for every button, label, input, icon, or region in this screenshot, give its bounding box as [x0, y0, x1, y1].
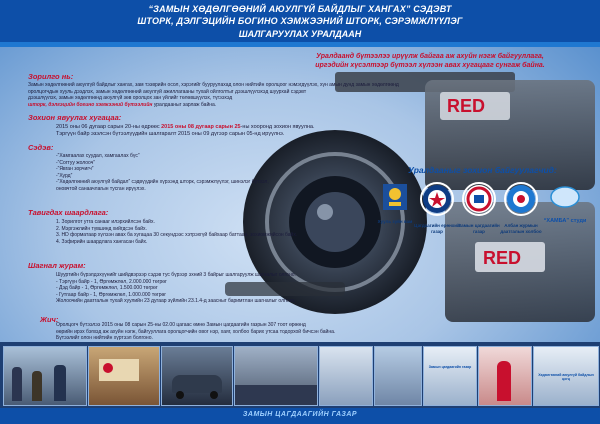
photo-caption-right: Хөдөлгөөний аюулгүй байдлын цогц [538, 373, 594, 381]
period-heading: Зохион явуулах хугацаа: [28, 113, 122, 122]
organizer-insurance [498, 182, 544, 234]
goal-heading: Зорилго нь: [28, 72, 74, 81]
prizes-body [56, 272, 436, 305]
motto [300, 52, 560, 70]
organizers-heading: Уралдааныг зохион байгуулагчид: [408, 165, 557, 175]
photo-crowd [234, 346, 318, 406]
note-body [56, 322, 556, 342]
insurance-icon [504, 182, 538, 216]
period-line-2: Тэргүүн байр эзэлсэн бүтээлүүдийн шалгаралт 2015 оны 09 дүгээр сарын 05-нд ирүүлнэ. [56, 130, 285, 137]
prizes-heading: Шагнал журам: [28, 261, 86, 270]
prize-item: - Дэд байр - 1, Өргөмжлөл, 1.500.000 төгрөг [56, 285, 158, 291]
organizer-ministry [372, 182, 418, 225]
photo-caption-left: Замын цагдаагийн газар [428, 365, 472, 369]
topics-list [56, 153, 356, 192]
note-line-3: Бүтээлийг олон нийтийн хүртээл болгоно. [56, 335, 153, 341]
period-body [56, 124, 476, 137]
period-post: -ны хооронд зохион явуулна. [240, 124, 315, 130]
organizer-name: “ХАМБА” студи [543, 218, 587, 224]
prizes-note: Жолоочийн даатгалын тухай хуулийн 23 дугаар зүйлийн 23.1.4-д заасныг баримтлан шагналыг олгоно. [56, 298, 296, 304]
goal-line-4: уралдааныг зарлаж байна. [153, 101, 217, 108]
police-emblem-icon [420, 182, 454, 216]
svg-text:RED: RED [447, 96, 486, 116]
topic-item: -“Хурд” [56, 172, 73, 179]
photo-station [374, 346, 422, 406]
studio-icon [550, 182, 580, 212]
goal-line-2: оролцогчдын хууль дээдлэх, замын хөдөлгөөний аюулгүй ажиллагааны тухай ойлголтыг дээшлүүлэхэд шуурхай сэдэвт [28, 88, 307, 95]
organizer-traffic-police [456, 182, 502, 234]
requirement-item: 3. HD форматаар хүлээн авах ба хугацаа 30 секундээс хэтрэхгүй байхаар баттаан, зохиомжийсон байх. [56, 232, 298, 238]
goal-body [28, 82, 578, 108]
prize-item: - Гутгаар байр - 1, Өргөмжлөл, 1.000.000 төгрөг [56, 291, 167, 298]
note-line-1: Оролцогч бүтээлээ 2015 оны 08 сарын 25-ны 02.00 цагаас өмнө Замын цагдаагийн газрын 307 тоот өрөөнд [56, 322, 306, 328]
photo-banner [423, 346, 477, 406]
photo-strip [0, 342, 600, 408]
requirements-list [56, 219, 396, 245]
traffic-police-icon [462, 182, 496, 216]
requirement-item: 1. Зорилгот утга санааг илэрхийлсэн байх. [56, 219, 155, 225]
svg-text:RED: RED [483, 248, 522, 268]
photo-brand [533, 346, 599, 406]
title-line-2: ШТОРК, ДЭЛГЭЦИЙН БОГИНО ХЭМЖЭЭНИЙ ШТОРК, СЭРЭМЖЛҮҮЛЭГ [137, 16, 463, 26]
photo-officers [3, 346, 87, 406]
topic-item: -“Хөдөлгөөний аюулгүй байдал” сэдвүүдийн хүрээнд шторк, сэрэмжлүүлэг, шинэлэг бүтээл, [56, 179, 269, 185]
motto-line-2: иргэдийн хүсэлтээр бүтээл хүлээн авах хугацааг сунгаж байна. [315, 62, 545, 69]
motto-line-1: Уралдаанд бүтээлээ ирүүлж байгаа аж ахуйн нэгж байгууллага, [316, 53, 544, 60]
prizes-intro: Шууртийн бүрэлдэхүүнийг шийдвэрээр сэдэв тус бүрээр эхний 3 байрыг шалгаруулж шагналыг олгоно. [56, 272, 296, 278]
period-end: 2015 оны 08 дугаар сарын 25 [161, 124, 241, 130]
goal-line-3: дээшлүүлэх, замын хөдөлгөөнд аюулгүй зөв оролцох зан үйлийг төлөвшүүлэх, түгээхэд [28, 95, 233, 101]
requirements-heading: Тавигдах шаардлага: [28, 208, 109, 217]
prize-item: - Тэргүүн байр - 1, Өргөмжлөл, 2.000.000 төгрөг [56, 278, 167, 285]
requirement-item: 4. Зэфирийн шаардлага хангасан байх. [56, 238, 148, 245]
photo-lecture [319, 346, 373, 406]
topic-item: оновчтой санаачлагын тусган ирүүлэх. [56, 185, 146, 192]
goal-highlight: шторк, дэлгэцийн богино хэмжээний бүтээлийн [28, 101, 153, 108]
emblem-icon [380, 182, 410, 212]
photo-event [478, 346, 532, 406]
organizer-name: Хууль зүйн яам [377, 219, 413, 224]
topic-item: -“Хамгаалах суудал, хамгаалах бүс” [56, 153, 140, 159]
period-start: 2015 оны 06 дугаар сарын 20-ны өдрөөс [56, 124, 160, 130]
requirement-item: 2. Мэргэжлийн түвшинд хийгдсэн байх. [56, 225, 147, 232]
topics-heading: Сэдэв: [28, 143, 54, 152]
note-line-2: өөрийн ирэх бэгвэд аж ахуйн нэгж, байгууллага оролцогчийн овог нэр, хаяг, холбоо барих утсаа тодорхой бичсэн байна. [56, 328, 336, 335]
footer-text: ЗАМЫН ЦАГДААГИЙН ГАЗАР [242, 411, 358, 418]
goal-line-1: Замын хөдөлгөөний аюулгүй байдлыг хангах, зам тээврийн осол, хэрэгийг бууруулахад олон нийтийн оролцоог нэмэгдүүлэх, хүн амын дунд замын хөдөлгөөнд [28, 82, 399, 88]
title-line-1: “ЗАМЫН ХӨДӨЛГӨӨНИЙ АЮУЛГҮЙ БАЙДЛЫГ ХАНГАХ” СЭДЭВТ [148, 4, 452, 14]
organizer-name: Цагдаагийн ерөнхий газар [414, 223, 460, 234]
organizer-police-hq [414, 182, 460, 234]
title-line-3: ШАЛГАРУУЛАХ УРАЛДААН [238, 29, 362, 39]
note-heading: Жич: [40, 315, 59, 324]
organizer-name: Албан журмын даатгалын холбоо [500, 223, 542, 234]
photo-classroom [88, 346, 160, 406]
footer [0, 408, 600, 424]
topic-item: -“Явган зорчигч” [56, 166, 94, 172]
organizer-studio [542, 182, 588, 225]
topic-item: -“Согтуу жолооч” [56, 159, 95, 166]
photo-car [161, 346, 233, 406]
organizer-name: Замын цагдаагийн газар [458, 223, 500, 234]
